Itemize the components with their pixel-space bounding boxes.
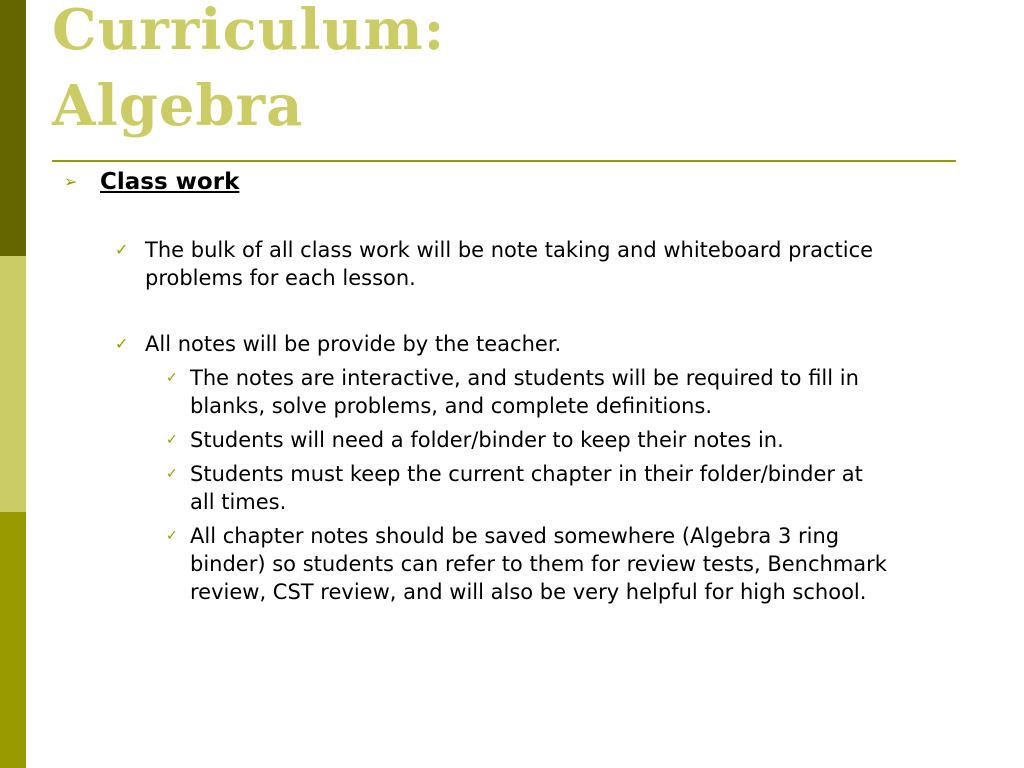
check-bullet-icon: ✓: [166, 466, 178, 482]
bullet-level3-save-notes: [166, 522, 890, 606]
side-bar-dark: [0, 0, 26, 256]
bullet-level2-bulk-class-work: [115, 236, 885, 292]
side-bar-light: [0, 256, 26, 512]
point-text: All notes will be provide by the teacher.: [145, 332, 562, 356]
title-line-2: Algebra: [52, 73, 304, 139]
title-divider: [52, 160, 956, 162]
title-line-1: Curriculum:: [52, 0, 446, 63]
bullet-level3-current-chapter: [166, 460, 890, 516]
check-bullet-icon: ✓: [166, 370, 178, 386]
check-bullet-icon: ✓: [115, 240, 129, 259]
bullet-level1-class-work: [60, 166, 940, 198]
arrow-bullet-icon: ➢: [64, 172, 78, 191]
heading-class-work: Class work: [100, 169, 240, 195]
bullet-level3-interactive-notes: [166, 364, 890, 420]
subpoint-text: The notes are interactive, and students will be required to fill in blanks, solve problems, and complete definitions.: [190, 366, 859, 418]
bullet-level3-folder-binder: [166, 426, 890, 454]
check-bullet-icon: ✓: [115, 334, 129, 353]
slide-title: [52, 0, 445, 144]
point-text: The bulk of all class work will be note taking and whiteboard practice problems for each lesson.: [145, 238, 874, 290]
subpoint-text: Students will need a folder/binder to keep their notes in.: [190, 428, 784, 452]
check-bullet-icon: ✓: [166, 432, 178, 448]
side-bar-mid: [0, 512, 26, 768]
subpoint-text: All chapter notes should be saved somewhere (Algebra 3 ring binder) so students can refer to them for review tests, Benchmark review, CST review, and will also be very helpful for high school.: [190, 524, 887, 604]
slide-content: [60, 166, 940, 606]
bullet-level2-notes-provided: [115, 330, 885, 358]
subpoint-text: Students must keep the current chapter in their folder/binder at all times.: [190, 462, 863, 514]
check-bullet-icon: ✓: [166, 528, 178, 544]
